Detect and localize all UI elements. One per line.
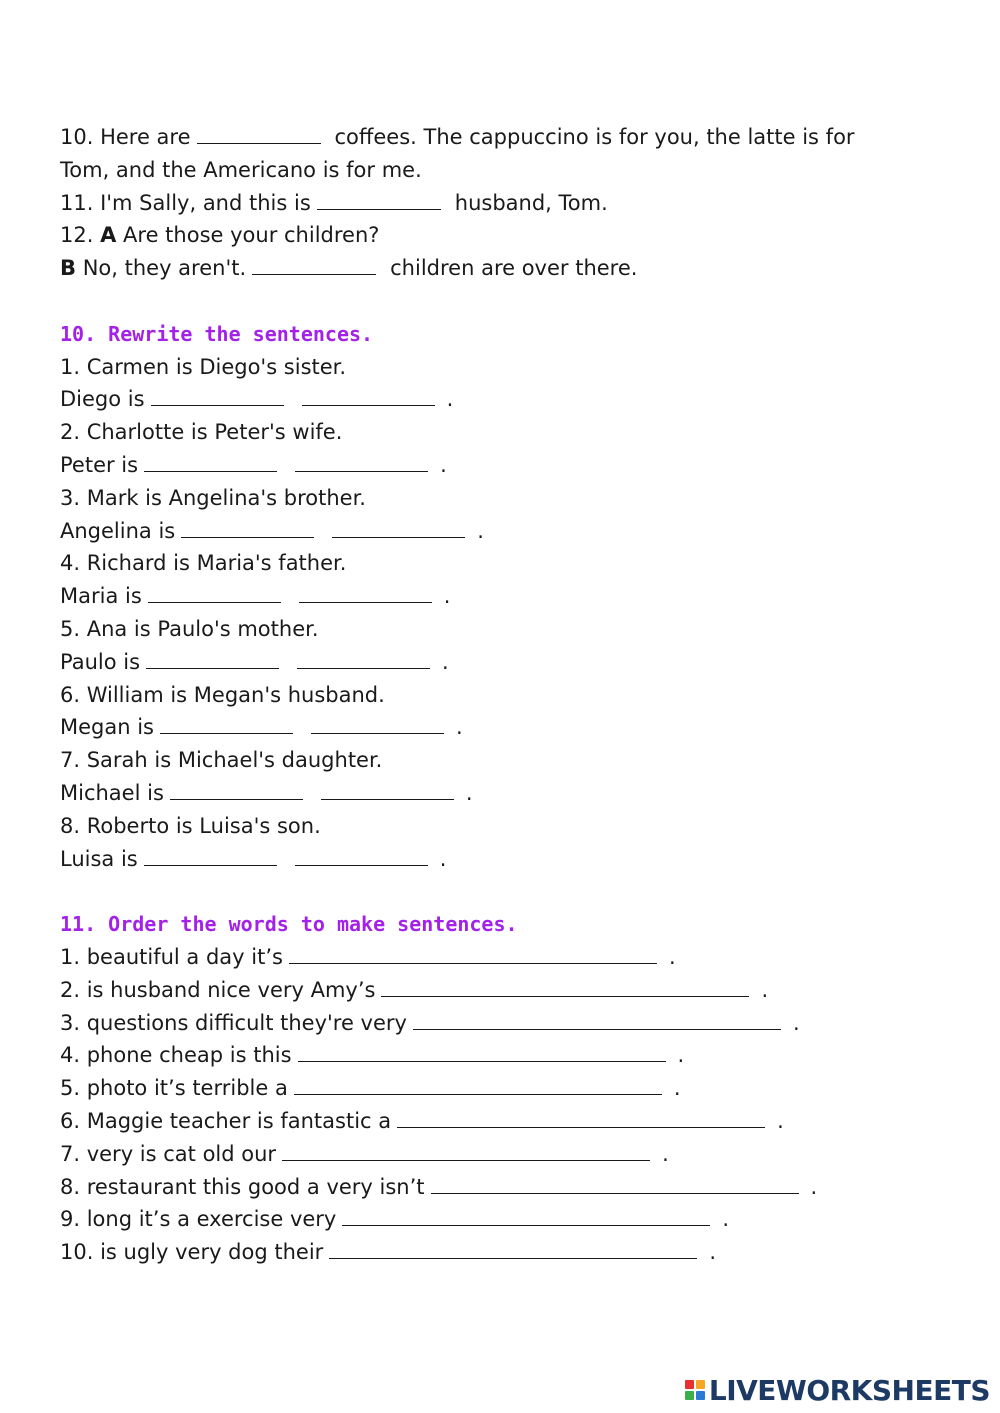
item-number: 12. <box>60 223 94 248</box>
answer-blank[interactable] <box>144 845 277 866</box>
answer-blank[interactable] <box>170 779 303 800</box>
line-text: 11. I'm Sally, and this is <box>60 190 311 215</box>
period: . <box>777 1108 784 1133</box>
answer-blank[interactable] <box>397 1107 765 1128</box>
period: . <box>810 1174 818 1199</box>
exercise-line <box>60 187 960 220</box>
period: . <box>709 1240 716 1265</box>
order-words-item <box>60 1171 960 1204</box>
rewrite-answer-line <box>60 777 960 810</box>
word-prompt: 8. restaurant this good a very isn’t <box>60 1174 425 1199</box>
word-prompt: 4. phone cheap is this <box>60 1043 292 1068</box>
rewrite-answer-line <box>60 843 960 876</box>
answer-blank[interactable] <box>146 648 279 669</box>
answer-blank[interactable] <box>252 254 376 275</box>
answer-blank[interactable] <box>289 943 657 964</box>
order-words-item <box>60 1138 960 1171</box>
liveworksheets-logo <box>685 1373 990 1407</box>
answer-blank[interactable] <box>151 385 284 406</box>
period: . <box>673 1076 681 1101</box>
period: . <box>442 649 449 674</box>
rewrite-answer-line <box>60 383 960 416</box>
word-prompt: 2. is husband nice very Amy’s <box>60 977 376 1002</box>
answer-start: Peter is <box>60 452 139 477</box>
answer-blank[interactable] <box>295 451 428 472</box>
word-prompt: 1. beautiful a day it’s <box>60 944 283 969</box>
worksheet-page <box>60 121 960 1269</box>
word-prompt: 5. photo it’s terrible a <box>60 1076 288 1101</box>
word-prompt: 9. long it’s a exercise very <box>60 1207 337 1232</box>
word-prompt: 3. questions difficult they're very <box>60 1010 407 1035</box>
word-prompt: 7. very is cat old our <box>60 1141 277 1166</box>
order-words-list <box>60 941 960 1269</box>
answer-blank[interactable] <box>381 976 749 997</box>
rewrite-prompt: 8. Roberto is Luisa's son. <box>60 813 321 838</box>
rewrite-answer-line <box>60 449 960 482</box>
period: . <box>477 518 484 543</box>
answer-start: Maria is <box>60 584 142 609</box>
answer-start: Michael is <box>60 780 164 805</box>
answer-blank[interactable] <box>181 517 314 538</box>
answer-blank[interactable] <box>302 385 435 406</box>
answer-blank[interactable] <box>160 713 293 734</box>
rewrite-list <box>60 351 960 876</box>
order-words-item <box>60 974 960 1007</box>
logo-square <box>685 1380 694 1389</box>
answer-blank[interactable] <box>297 648 430 669</box>
word-prompt: 6. Maggie teacher is fantastic a <box>60 1108 392 1133</box>
period: . <box>677 1043 685 1068</box>
period: . <box>722 1207 730 1232</box>
answer-blank[interactable] <box>329 1238 697 1259</box>
line-text: Are those your children? <box>123 223 380 248</box>
rewrite-prompt: 3. Mark is Angelina's brother. <box>60 485 366 510</box>
period: . <box>792 1010 800 1035</box>
order-words-item <box>60 1039 960 1072</box>
line-text: 10. Here are <box>60 125 191 149</box>
rewrite-answer-line <box>60 580 960 613</box>
rewrite-prompt: 1. Carmen is Diego's sister. <box>60 354 347 379</box>
answer-blank[interactable] <box>413 1009 781 1030</box>
answer-blank[interactable] <box>144 451 277 472</box>
period: . <box>662 1141 669 1166</box>
period: . <box>761 977 769 1002</box>
exercise-line <box>60 219 960 252</box>
order-words-item <box>60 1105 960 1138</box>
answer-start: Diego is <box>60 387 145 412</box>
answer-blank[interactable] <box>332 517 465 538</box>
answer-blank[interactable] <box>197 123 321 144</box>
logo-square <box>696 1380 705 1389</box>
period: . <box>668 944 676 969</box>
rewrite-answer-line <box>60 646 960 679</box>
rewrite-answer-line <box>60 515 960 548</box>
rewrite-prompt: 7. Sarah is Michael's daughter. <box>60 748 383 773</box>
answer-blank[interactable] <box>282 1140 650 1161</box>
answer-blank[interactable] <box>298 1041 666 1062</box>
answer-blank[interactable] <box>148 582 281 603</box>
speaker-label: A <box>100 223 117 248</box>
line-text: coffees. The cappuccino is for you, the latte is for <box>334 125 855 149</box>
answer-blank[interactable] <box>342 1205 710 1226</box>
exercise-line <box>60 252 960 285</box>
rewrite-prompt: 2. Charlotte is Peter's wife. <box>60 420 343 445</box>
exercise-line <box>60 121 960 154</box>
period: . <box>465 780 473 805</box>
rewrite-prompt: 5. Ana is Paulo's mother. <box>60 616 319 641</box>
order-words-item <box>60 1203 960 1236</box>
line-text: children are over there. <box>390 256 638 281</box>
period: . <box>439 846 447 871</box>
answer-blank[interactable] <box>311 713 444 734</box>
order-words-item <box>60 1072 960 1105</box>
answer-blank[interactable] <box>295 845 428 866</box>
logo-text: LIVEWORKSHEETS <box>708 1373 990 1407</box>
answer-start: Paulo is <box>60 649 141 674</box>
answer-blank[interactable] <box>431 1173 799 1194</box>
answer-blank[interactable] <box>321 779 454 800</box>
answer-start: Angelina is <box>60 518 176 543</box>
period: . <box>456 715 463 740</box>
rewrite-prompt: 6. William is Megan's husband. <box>60 682 385 707</box>
period: . <box>440 452 447 477</box>
answer-start: Luisa is <box>60 846 138 871</box>
logo-square <box>696 1391 705 1400</box>
answer-start: Megan is <box>60 715 154 740</box>
answer-blank[interactable] <box>299 582 432 603</box>
exercise-line <box>60 154 960 187</box>
logo-icon <box>685 1380 705 1400</box>
period: . <box>443 584 451 609</box>
order-words-item <box>60 1236 960 1269</box>
rewrite-answer-line <box>60 711 960 744</box>
line-text: husband, Tom. <box>454 190 608 215</box>
order-words-item <box>60 941 960 974</box>
logo-square <box>685 1391 694 1400</box>
line-text: Tom, and the Americano is for me. <box>60 157 422 182</box>
speaker-label: B <box>60 256 77 281</box>
rewrite-prompt: 4. Richard is Maria's father. <box>60 551 347 576</box>
period: . <box>446 387 454 412</box>
answer-blank[interactable] <box>317 189 441 210</box>
line-text: No, they aren't. <box>82 256 247 281</box>
section-heading: 10. Rewrite the sentences. <box>60 321 374 346</box>
word-prompt: 10. is ugly very dog their <box>60 1240 324 1265</box>
section-heading: 11. Order the words to make sentences. <box>60 912 518 937</box>
answer-blank[interactable] <box>294 1074 662 1095</box>
order-words-item <box>60 1007 960 1040</box>
